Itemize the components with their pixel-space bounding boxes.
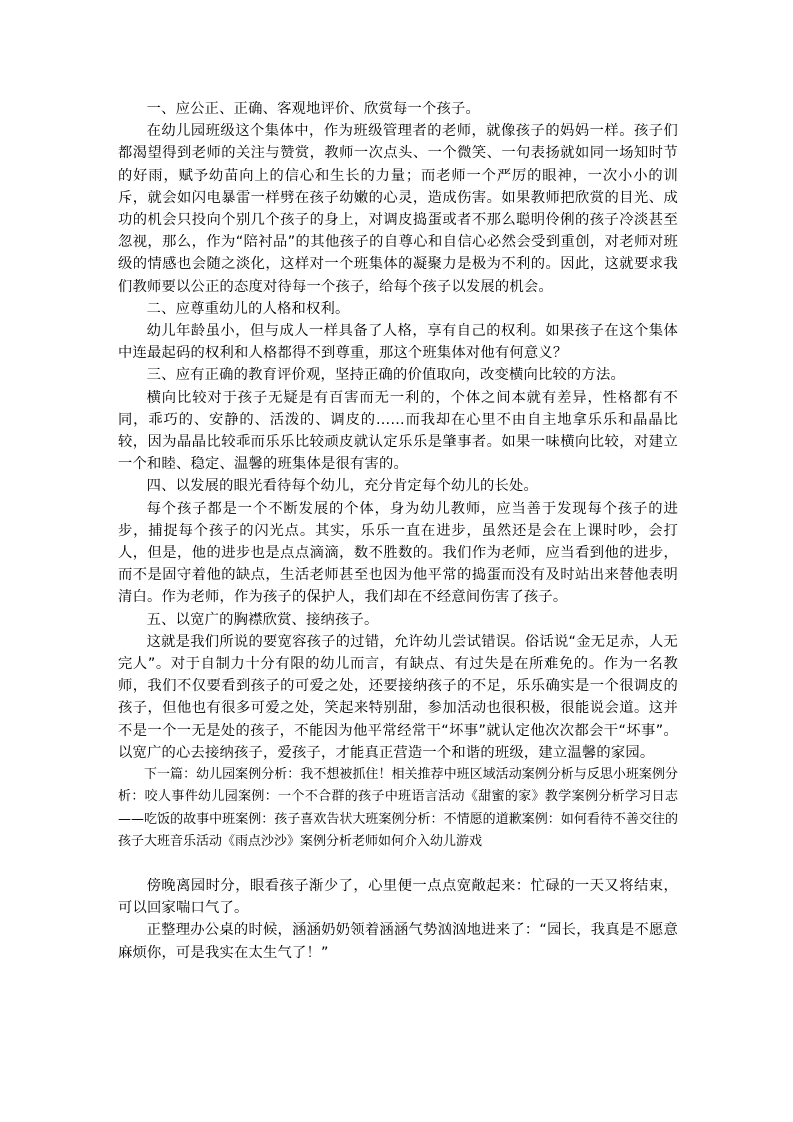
paragraph-6: 傍晚离园时分，眼看孩子渐少了，心里便一点点宽敞起来：忙碌的一天又将结束，可以回家喘口气了。 xyxy=(118,877,678,917)
paragraph-3: 横向比较对于孩子无疑是有百害而无一利的，个体之间本就有差异，性格都有不同，乖巧的、安静的、活泼的、调皮的……而我却在心里不由自主地拿乐乐和晶晶比较，因为晶晶比较乖而乐乐比较顽皮就认定乐乐是肇事者。如果一味横向比较，对建立一个和睦、稳定、温馨的班集体是很有害的。 xyxy=(118,389,678,473)
heading-2: 二、应尊重幼儿的人格和权利。 xyxy=(146,300,350,317)
document-page xyxy=(118,98,678,964)
heading-3: 三、应有正确的教育评价观，坚持正确的价值取向，改变横向比较的方法。 xyxy=(146,367,625,384)
related-links: 下一篇：幼儿园案例分析：我不想被抓住！相关推荐中班区域活动案例分析与反思小班案例分析：咬人事件幼儿园案例：一个不合群的孩子中班语言活动《甜蜜的家》教学案例分析学习日志——吃饭的故事中班案例：孩子喜欢告状大班案例分析：不情愿的道歉案例：如何看待不善交往的孩子大班音乐活动《雨点沙沙》案例分析老师如何介入幼儿游戏 xyxy=(118,767,678,849)
paragraph-1: 在幼儿园班级这个集体中，作为班级管理者的老师，就像孩子的妈妈一样。孩子们都渴望得到老师的关注与赞赏，教师一次点头、一个微笑、一句表扬就如同一场知时节的好雨，赋予幼苗向上的信心和生长的力量；而老师一个严厉的眼神，一次小小的训斥，就会如闪电暴雷一样劈在孩子幼嫩的心灵，造成伤害。如果教师把欣赏的目光、成功的机会只投向个别几个孩子的身上，对调皮捣蛋或者不那么聪明伶俐的孩子冷淡甚至忽视，那么，作为“陪衬品”的其他孩子的自尊心和自信心必然会受到重创，对老师对班级的情感也会随之淡化，这样对一个班集体的凝聚力是极为不利的。因此，这就要求我们教师要以公正的态度对待每一个孩子，给每个孩子以发展的机会。 xyxy=(118,123,678,295)
paragraph-2: 幼儿年龄虽小，但与成人一样具备了人格，享有自己的权利。如果孩子在这个集体中连最起码的权利和人格都得不到尊重，那这个班集体对他有何意义？ xyxy=(118,323,678,362)
heading-4: 四、以发展的眼光看待每个幼儿，充分肯定每个幼儿的长处。 xyxy=(146,478,539,495)
paragraph-5: 这就是我们所说的要宽容孩子的过错，允许幼儿尝试错误。俗话说“金无足赤，人无完人”。对于自制力十分有限的幼儿而言，有缺点、有过失是在所难免的。作为一名教师，我们不仅要看到孩子的可爱之处，还要接纳孩子的不足，乐乐确实是一个很调皮的孩子，但他也有很多可爱之处，笑起来特别甜，参加活动也很积极，很能说会道。这并不是一个一无是处的孩子，不能因为他平常经常干“坏事”就认定他次次都会干“坏事”。以宽广的心去接纳孩子，爱孩子，才能真正营造一个和谐的班级，建立温馨的家园。 xyxy=(118,633,678,761)
heading-1: 一、应公正、正确、客观地评价、欣赏每一个孩子。 xyxy=(146,101,481,117)
paragraph-4: 每个孩子都是一个不断发展的个体，身为幼儿教师，应当善于发现每个孩子的进步，捕捉每个孩子的闪光点。其实，乐乐一直在进步，虽然还是会在上课时吵，会打人，但是，他的进步也是点点滴滴，数不胜数的。我们作为老师，应当看到他的进步，而不是固守着他的缺点，生活老师甚至也因为他平常的捣蛋而没有及时站出来替他表明清白。作为老师，作为孩子的保护人，我们却在不经意间伤害了孩子。 xyxy=(118,500,678,606)
paragraph-7: 正整理办公桌的时候，涵涵奶奶领着涵涵气势汹汹地进来了：“园长，我真是不愿意麻烦你，可是我实在太生气了！” xyxy=(118,922,678,961)
section-gap xyxy=(118,853,678,875)
heading-5: 五、以宽广的胸襟欣赏、接纳孩子。 xyxy=(146,611,379,628)
